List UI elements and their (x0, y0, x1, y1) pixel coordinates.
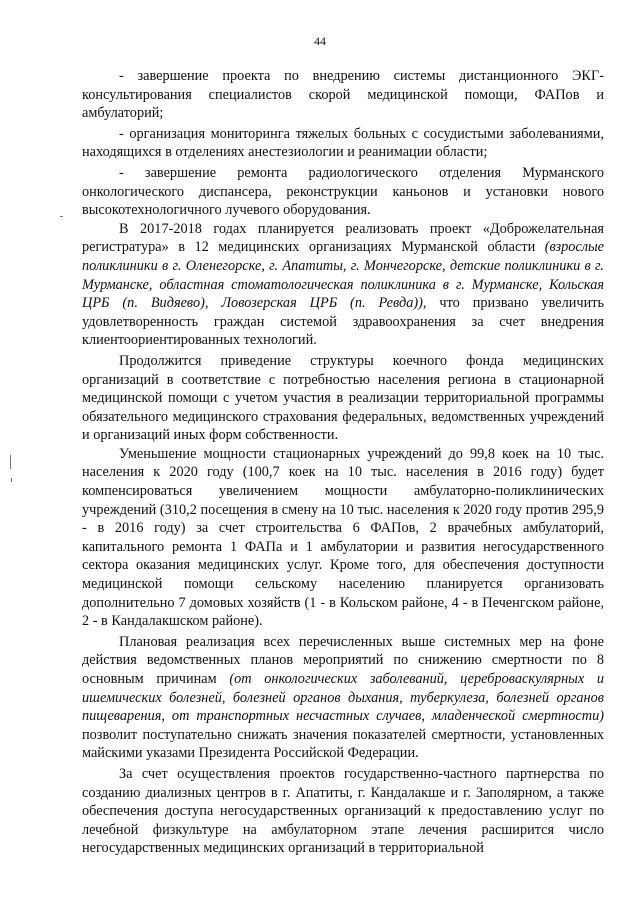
list-item (82, 125, 604, 162)
text-run: За счет осуществления проектов государственно-частного партнерства по созданию диализных центров в г. Апатиты, г. Кандалакше и г. Заполярном, а также обеспечения доступа негосударственных организаций к предоставлению услуг по лечебной физкультуре на амбулаторном этапе лечения расширится число негосударственных медицинских организаций в территориальной (82, 765, 604, 857)
paragraph (82, 633, 604, 763)
scan-mark (10, 455, 11, 469)
paragraph (82, 765, 604, 858)
text-run: , что призвано увеличить удовлетворенность граждан системой здравоохранения за счет внедрения клиентоориентированных технологий. (82, 295, 604, 349)
italic-text-run: (взрослые поликлиники в г. Оленегорске, г. Апатиты, г. Мончегорске, детские поликлиники в г. Мурманске, областная стоматологическая поликлиника в г. Мурманске, Кольская ЦРБ (п. Видяево), Ловозерская ЦРБ (п. Ревда)) (82, 239, 604, 312)
text-run: В 2017-2018 годах планируется реализовать проект «Доброжелательная регистратура» в 12 медицинских организациях Мурманской области (82, 220, 604, 256)
scan-mark (11, 478, 12, 482)
text-run: позволит поступательно снижать значения показателей смертности, установленных майскими указами Президента Российской Федерации. (82, 726, 604, 762)
scan-mark (60, 216, 63, 217)
italic-text-run: (от онкологических заболеваний, цереброваскулярных и ишемических болезней, болезней органов дыхания, туберкулеза, болезней органов пищеварения, от транспортных несчастных случаев, младенческой смертности) (82, 671, 604, 725)
document-body (82, 67, 604, 858)
paragraph (82, 352, 604, 445)
text-run: Плановая реализация всех перечисленных выше системных мер на фоне действия ведомственных планов мероприятий по снижению смертности по 8 основным причинам (82, 633, 604, 687)
text-run: Продолжится приведение структуры коечного фонда медицинских организаций в соответствие с потребностью населения региона в стационарной медицинской помощи с учетом участия в реализации территориальной программы обязательного медицинского страхования федеральных, ведомственных учреждений и организаций иных форм собственности. (82, 352, 604, 444)
list-item (82, 67, 604, 123)
page-number: 44 (314, 34, 326, 48)
text-run: - завершение ремонта радиологического отделения Мурманского онкологического диспансера, реконструкции каньонов и установки нового высокотехнологичного лучевого оборудования. (82, 164, 604, 219)
text-run: - организация мониторинга тяжелых больных с сосудистыми заболеваниями, находящихся в отделениях анестезиологии и реанимации области; (82, 125, 604, 161)
text-run: Уменьшение мощности стационарных учреждений до 99,8 коек на 10 тыс. населения к 2020 году (100,7 коек на 10 тыс. населения в 2016 году) будет компенсироваться увеличением мощности амбулаторно-поликлинических учреждений (310,2 посещения в смену на 10 тыс. населения к 2020 году против 295,9 - в 2016 году) за счет строительства 6 ФАПов, 2 врачебных амбулаторий, капитального ремонта 1 ФАПа и 1 амбулатории и развития негосударственного сектора оказания медицинских услуг. Кроме того, для обеспечения доступности медицинской помощи сельскому населению планируется организовать дополнительно 7 домовых хозяйств (1 - в Кольском районе, 4 - в Печенгском районе, 2 - в Кандалакшском районе). (82, 445, 604, 630)
paragraph (82, 445, 604, 631)
text-run: - завершение проекта по внедрению системы дистанционного ЭКГ-консультирования специалистов скорой медицинской помощи, ФАПов и амбулаторий; (82, 68, 604, 122)
list-item (82, 164, 604, 220)
paragraph (82, 220, 604, 350)
